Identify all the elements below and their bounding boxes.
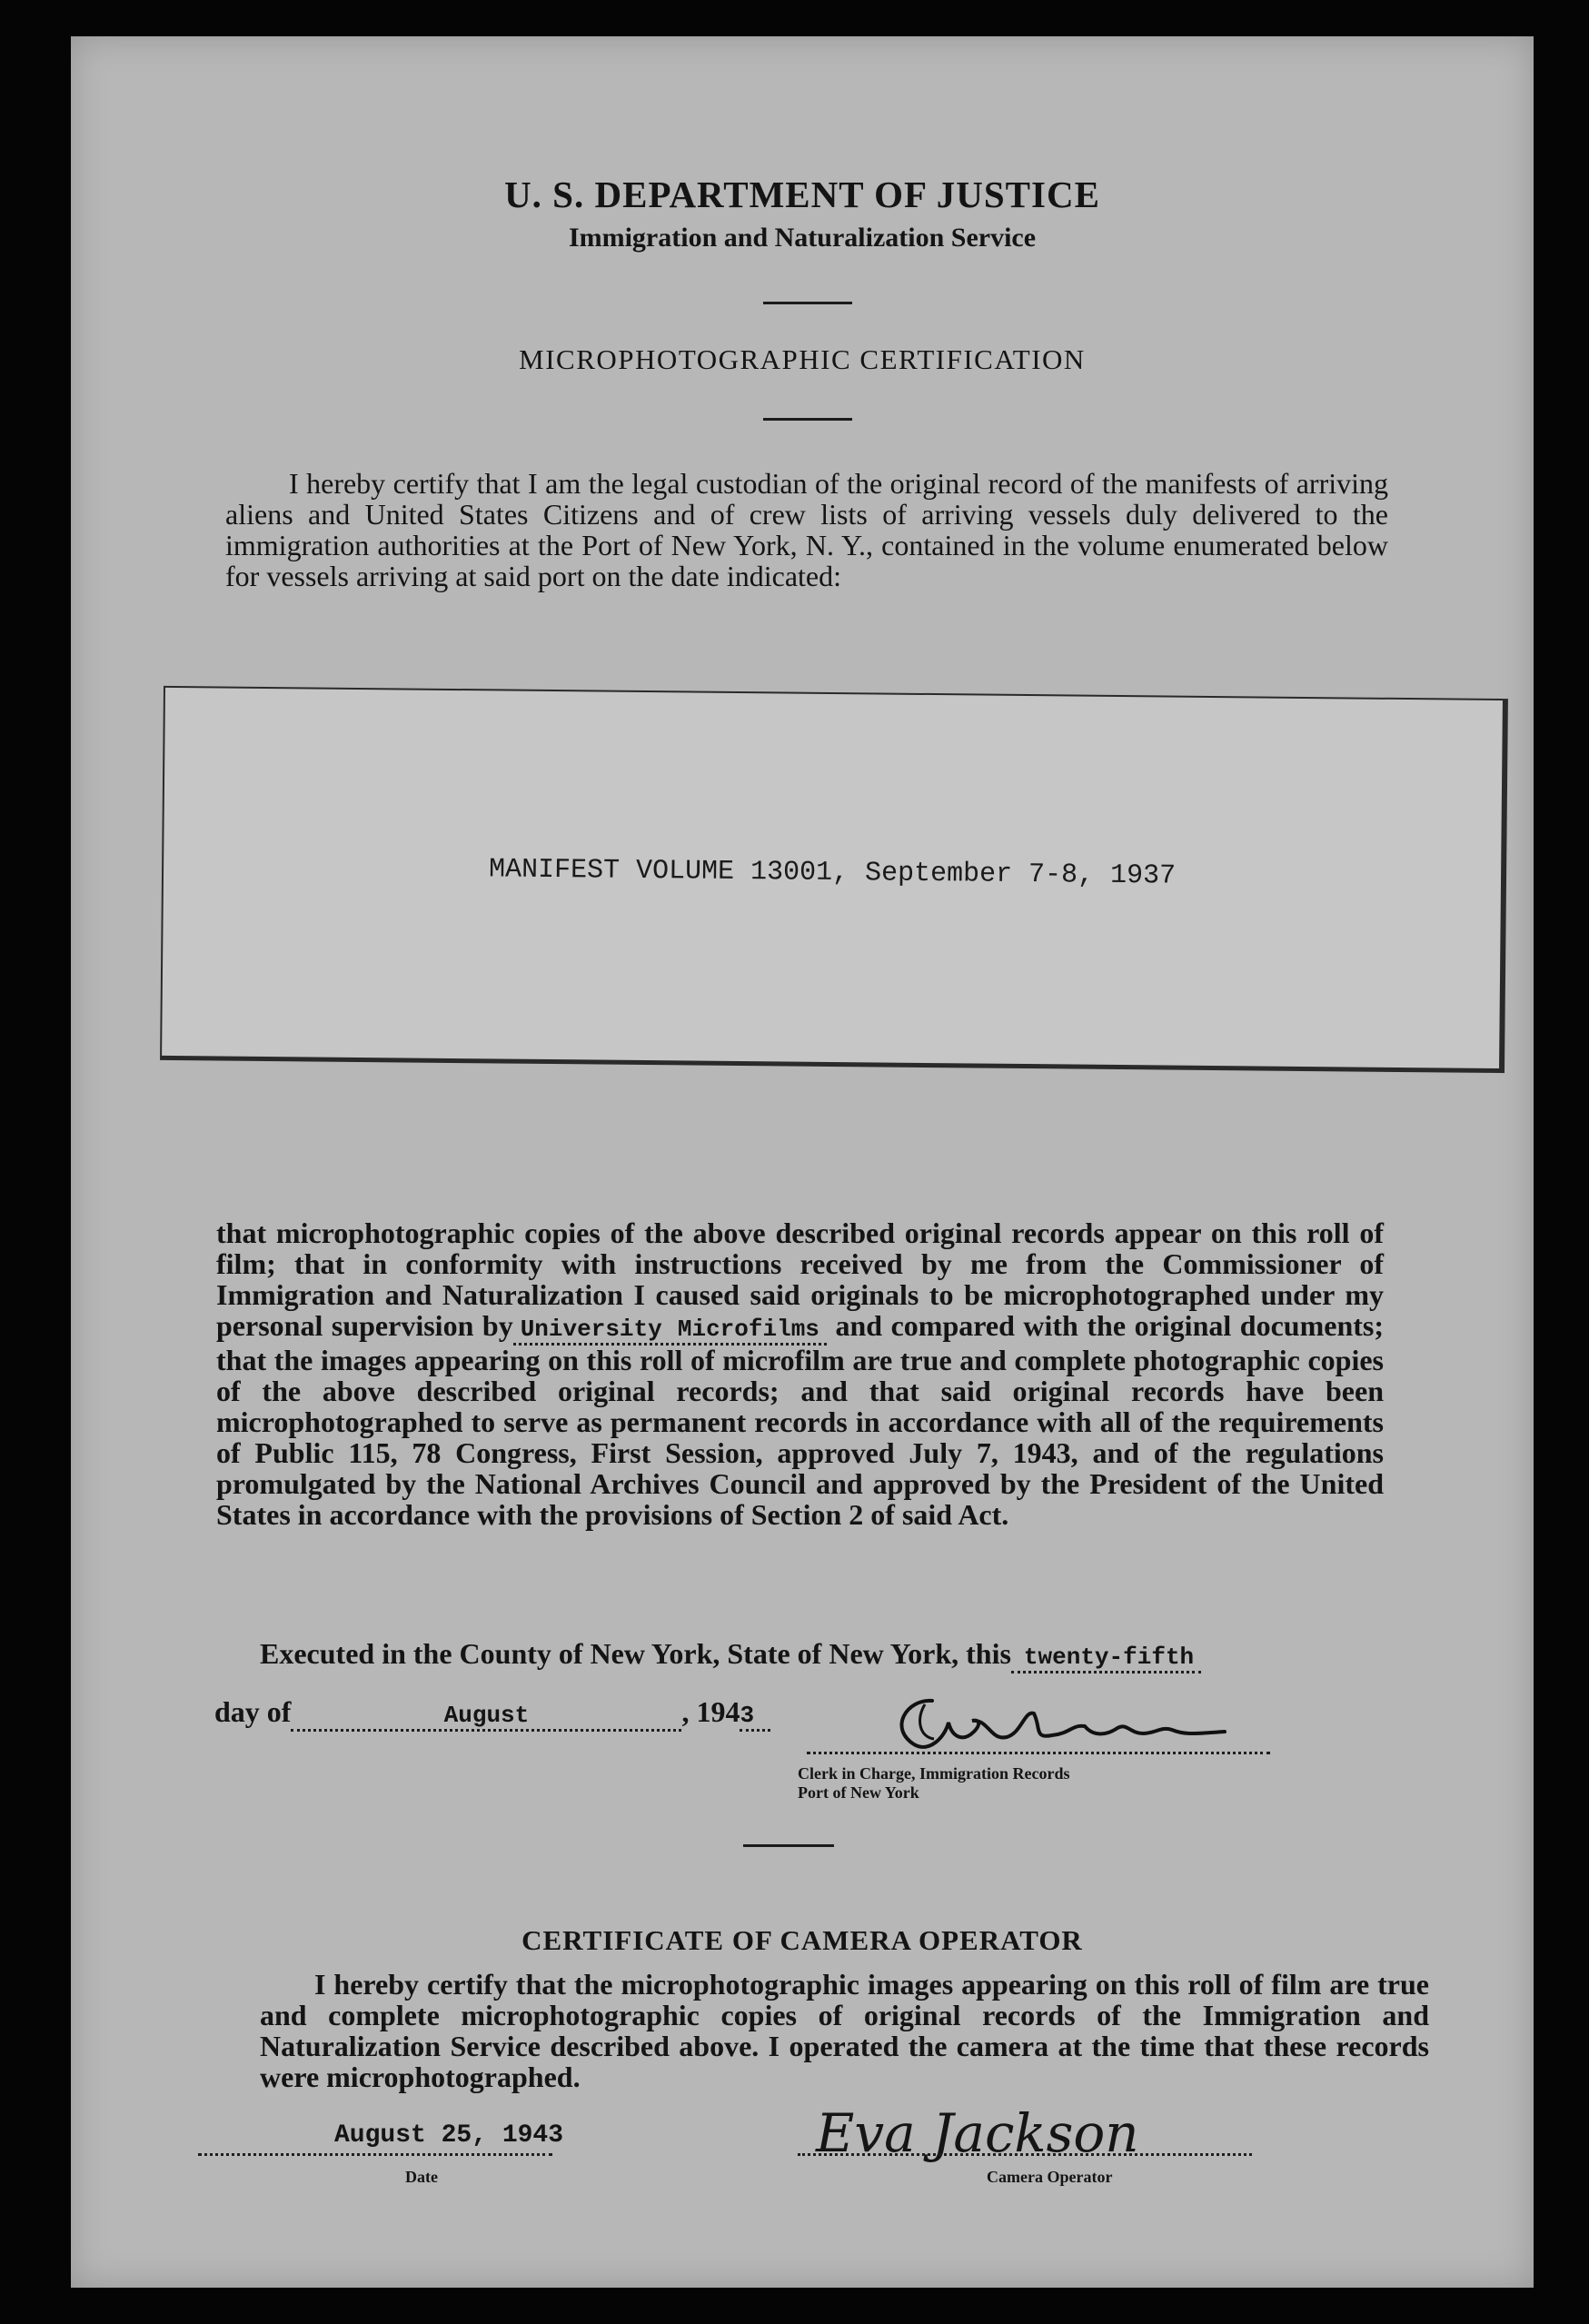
clerk-title-line: Clerk in Charge, Immigration Records bbox=[798, 1764, 1070, 1783]
date-line: day of August , 1943 bbox=[214, 1695, 770, 1732]
certification-title: MICROPHOTOGRAPHIC CERTIFICATION bbox=[519, 343, 1086, 375]
microfilm-company: University Microfilms bbox=[513, 1316, 827, 1346]
divider bbox=[763, 302, 852, 304]
date-line-dotted bbox=[198, 2153, 552, 2156]
day-of-label: day of bbox=[214, 1695, 292, 1728]
clerk-signature-line bbox=[807, 1752, 1270, 1754]
execution-year-digit: 3 bbox=[740, 1702, 770, 1732]
certificate-page bbox=[71, 36, 1534, 2288]
custodian-statement: I hereby certify that I am the legal custodian of the original record of the manifests of arriving aliens and United States Citizens and of crew lists of arriving vessels duly delivered to the immigration authorities at the Port of New York, N. Y., contained in the volume enumerated below for vessels arriving at said port on the date indicated: bbox=[225, 467, 1388, 592]
certificate-date: August 25, 1943 bbox=[334, 2121, 564, 2150]
department-heading: U. S. DEPARTMENT OF JUSTICE bbox=[504, 174, 1100, 215]
clerk-location: Port of New York bbox=[798, 1783, 919, 1802]
divider bbox=[743, 1844, 834, 1847]
divider bbox=[763, 418, 852, 421]
execution-year-prefix: 194 bbox=[696, 1695, 740, 1728]
supervision-text-after: and compared with the original documents; that the images appearing on this roll of microfilm are true and complete photographic copies of the above described original records; and that said original records have been microphotographed to serve as permanent records in accordance with all of the requirements of Public 115, 78 Congress, First Session, approved July 7, 1943, and of the regulations promulgated by the National Archives Council and approved by the President of the United States in accordance with the provisions of Section 2 of said Act. bbox=[216, 1309, 1385, 1531]
execution-line bbox=[260, 1637, 1201, 1671]
supervision-text-before: that microphotographic copies of the above described original records appear on this roll of film; that in conformity with instructions received by me from the Commissioner of Immigration and Naturalization I caused said originals to be microphotographed under my personal supervision by bbox=[216, 1217, 1384, 1342]
execution-month: August bbox=[291, 1702, 681, 1732]
svg-text:Eva Jackson: Eva Jackson bbox=[816, 2102, 1139, 2164]
record-volume-slip bbox=[160, 686, 1508, 1073]
supervision-statement bbox=[216, 1217, 1384, 1530]
camera-operator-label: Camera Operator bbox=[987, 2168, 1113, 2186]
execution-prefix: Executed in the County of New York, State of New York, this bbox=[260, 1637, 1011, 1670]
camera-certificate-title: CERTIFICATE OF CAMERA OPERATOR bbox=[521, 1924, 1083, 1956]
clerk-title bbox=[798, 1764, 1069, 1803]
camera-certificate-text: I hereby certify that the microphotographic images appearing on this roll of film are true and complete microphotographic copies of original records of the Immigration and Naturalization Service described above. I operated the camera at the time that these records were microphotographed. bbox=[260, 1968, 1429, 2093]
record-volume: MANIFEST VOLUME 13001, September 7-8, 1937 bbox=[488, 854, 1177, 892]
operator-signature-line bbox=[798, 2153, 1252, 2156]
service-subheading: Immigration and Naturalization Service bbox=[568, 223, 1037, 253]
date-label: Date bbox=[405, 2168, 438, 2186]
execution-day: twenty-fifth bbox=[1011, 1644, 1201, 1673]
